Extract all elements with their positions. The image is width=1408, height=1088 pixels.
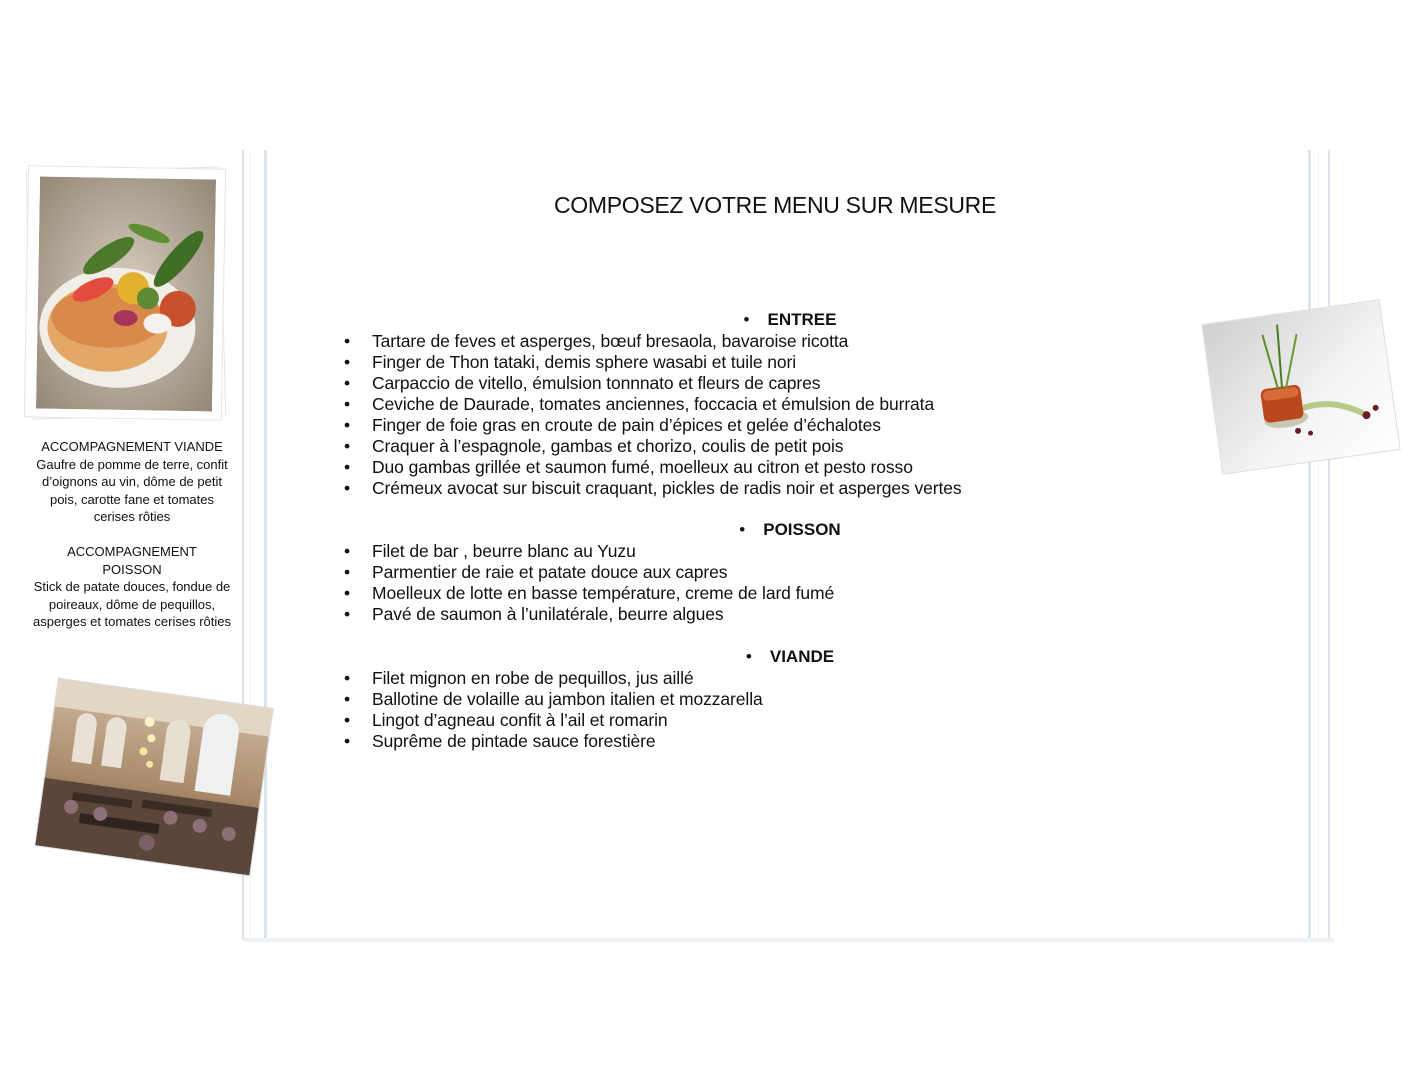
bullet: • (344, 668, 351, 688)
list-item: • Finger de Thon tataki, demis sphere wasabi et tuile nori (344, 352, 797, 372)
bullet: • (344, 731, 351, 751)
sidebar-poisson-text: Stick de patate douces, fondue de poireaux, dôme de pequillos, asperges et tomates cerises rôties (33, 579, 231, 629)
section-heading-poisson (340, 520, 1240, 540)
sidebar-accompagnement-viande (28, 438, 236, 526)
bullet: • (344, 562, 351, 582)
list-item: • Filet mignon en robe de pequillos, jus aillé (344, 668, 694, 688)
tartare-illustration (1202, 300, 1399, 473)
heading-label: VIANDE (769, 647, 835, 666)
list-item: • Crémeux avocat sur biscuit craquant, pickles de radis noir et asperges vertes (344, 478, 962, 498)
page-frame-bottom (244, 938, 1334, 942)
heading-label: ENTREE (767, 310, 837, 329)
list-item: • Carpaccio de vitello, émulsion tonnnato et fleurs de capres (344, 373, 821, 393)
list-item: • Moelleux de lotte en basse température, creme de lard fumé (344, 583, 835, 603)
page-frame-right-edge (1308, 150, 1311, 940)
poisson-list (340, 541, 834, 625)
page-frame-right-inner (1318, 150, 1319, 940)
bullet: • (344, 478, 351, 498)
list-item: • Finger de foie gras en croute de pain d’épices et gelée d’échalotes (344, 415, 881, 435)
bullet: • (344, 436, 351, 456)
list-item: • Ceviche de Daurade, tomates anciennes, foccacia et émulsion de burrata (344, 394, 935, 414)
list-item: • Lingot d’agneau confit à l’ail et romarin (344, 710, 668, 730)
restaurant-photo (35, 679, 272, 875)
list-item: • Suprême de pintade sauce forestière (344, 731, 656, 751)
tartare-photo-right (1202, 300, 1399, 473)
bullet: • (344, 352, 351, 372)
page-title: COMPOSEZ VOTRE MENU SUR MESURE (553, 192, 997, 218)
list-item: • Ballotine de volaille au jambon italien et mozzarella (344, 689, 763, 709)
page-frame-right-outer (1328, 150, 1330, 940)
list-item: • Pavé de saumon à l’unilatérale, beurre algues (344, 604, 724, 624)
heading-bullet: • (739, 520, 746, 539)
bullet: • (344, 689, 351, 709)
list-item: • Parmentier de raie et patate douce aux capres (344, 562, 728, 582)
dish-photo-left (36, 176, 216, 411)
heading-label: POISSON (763, 520, 841, 539)
bullet: • (344, 604, 351, 624)
section-heading-entree (340, 310, 1240, 330)
bullet: • (344, 415, 351, 435)
list-item: • Filet de bar , beurre blanc au Yuzu (344, 541, 636, 561)
bullet: • (344, 583, 351, 603)
bullet: • (344, 331, 351, 351)
list-item: • Craquer à l’espagnole, gambas et chorizo, coulis de petit pois (344, 436, 844, 456)
list-item: • Duo gambas grillée et saumon fumé, moelleux au citron et pesto rosso (344, 457, 913, 477)
heading-bullet: • (743, 310, 750, 329)
bullet: • (344, 373, 351, 393)
page-frame-left-edge (264, 150, 267, 940)
bullet: • (344, 457, 351, 477)
bullet: • (344, 541, 351, 561)
bullet: • (344, 710, 351, 730)
list-item: • Tartare de feves et asperges, bœuf bresaola, bavaroise ricotta (344, 331, 849, 351)
heading-bullet: • (745, 647, 752, 666)
sidebar-accompagnement-poisson (32, 543, 232, 631)
dish-illustration (36, 176, 216, 411)
section-heading-viande (340, 647, 1240, 667)
sidebar-viande-text: Gaufre de pomme de terre, confit d’oignons au vin, dôme de petit pois, carotte fane et tomates cerises rôties (36, 456, 228, 524)
entree-list (340, 331, 962, 499)
sidebar-viande-title: ACCOMPAGNEMENT VIANDE (41, 439, 223, 454)
restaurant-illustration (35, 679, 272, 875)
bullet: • (344, 394, 351, 414)
viande-list (340, 668, 763, 752)
sidebar-poisson-title: ACCOMPAGNEMENT POISSON (67, 544, 197, 577)
